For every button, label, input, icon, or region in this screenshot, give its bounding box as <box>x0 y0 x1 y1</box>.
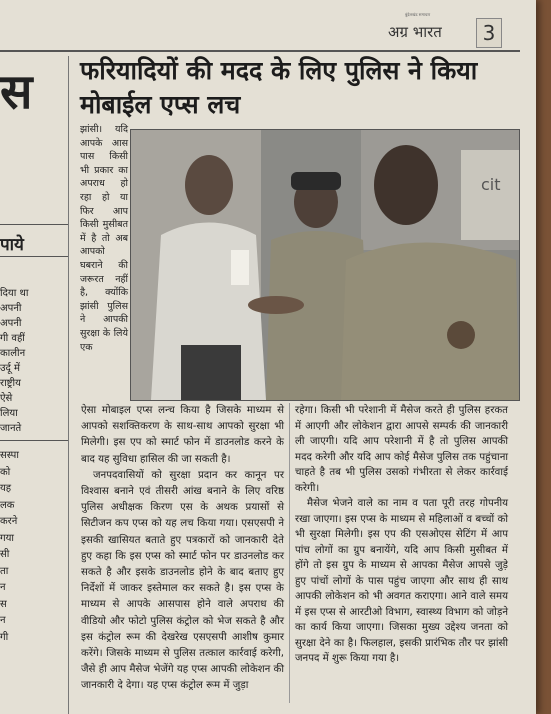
left-column-subheading-fragment: पाये <box>0 235 24 255</box>
left-column-text-b <box>0 448 62 646</box>
left-line: कालीन <box>0 348 26 359</box>
article-photo <box>130 129 520 401</box>
article-paragraph: जनपदवासियों को सुरक्षा प्रदान कर कानून पर विश्वास बनाने एवं तीसरी आंख बनाने के लिए वरिष्ठ पुलिस अधीक्षक किरण एस के अथक प्रयासों से सिटीजन कप एप्स को यह लच किया गया। एसएसपी ने इसकी खासियत बताते हुए पत्रकारों को जानकारी देते हुए कहा कि इस एप्स को स्मार्ट फोन पर डाउनलोड कर सकते है और इसके डाउनलोड होने के बाद बताए हुए निर्देशों में जाकर इस्तेमाल कर सकते है। इस एप्स के माध्यम से आपके आसपास होने वाले अपराध की वीडियो और फोटो पुलिस कंट्रोल को भेज सकते है और इस कंट्रोल रूम की देखरेख एसएसपी आशीष कुमार करेंगे। जिसके माध्यम से पुलिस तत्काल कार्रवाई करेगी, जैसे ही आप मैसेज भेजेंगे यह एप्स आपकी लोकेशन की जानकारी दे देगा। यह एप्स कंट्रोल रूम में जुड़ा <box>81 469 284 692</box>
left-column-text-a <box>0 286 62 436</box>
left-line: सस्पा <box>0 450 19 461</box>
left-line: को <box>0 466 11 478</box>
left-line: दिया था <box>0 288 29 299</box>
header-tag: बुंदेलखंड समाचार <box>405 12 431 17</box>
article-body-left <box>81 403 284 695</box>
left-line: ता <box>0 565 9 577</box>
left-line: राष्ट्रीय <box>0 378 21 389</box>
article-intro: झांसी। यदि आपके आस पास किसी भी प्रकार का अपराध हो रहा हो या फिर आप किसी मुसीबत में है तो अब आपको घबराने की जरूरत नहीं है, क्योंकि झांसी पुलिस ने आपकी सुरक्षा के लिये एक <box>80 124 128 353</box>
left-column-headline-fragment: स <box>0 64 32 120</box>
left-line: न <box>0 615 6 626</box>
left-line: स <box>0 598 7 610</box>
left-column-rule <box>0 224 68 225</box>
left-line: गया <box>0 532 15 544</box>
column-divider <box>68 56 69 714</box>
left-line: न <box>0 582 6 593</box>
left-column-rule <box>0 256 68 257</box>
left-line: यह <box>0 483 12 494</box>
article-headline: फरियादियों की मदद के लिए पुलिस ने किया मोबाईल एप्स लच <box>80 56 478 119</box>
page-number: 3 <box>476 18 502 48</box>
left-line: लिया <box>0 408 18 419</box>
left-line: गी <box>0 631 9 643</box>
left-line: ऐसे <box>0 393 13 404</box>
article-paragraph: मैसेज भेजने वाले का नाम व पता पूरी तरह गोपनीय रखा जाएगा। इस एप्स के माध्यम से महिलाओं व बच्चों को भी सुरक्षा मिलेगी। इस एप की एसओएस सेटिंग में आप पांच लोगों का ग्रुप बनायेंगे, यदि आप किसी मुसीबत में होंगे तो इस ग्रुप के माध्यम से आपका मैसेज आपसे जुड़े हुए पांचों लोगों के पास पहुंच जाएगा और साथ ही साथ आपकी लोकेशन को भी अवगत कराएगा। आने वाले समय में इस एप्स से आरटीओ विभाग, स्वास्थ्य विभाग को जोड़ने का कार्य किया जाएगा। जिसका मुख्य उद्देश्य जनता को सुरक्षा देने का है। फिलहाल, इसकी प्रारंभिक तौर पर झांसी जनपद में शुरू किया गया है। <box>295 498 508 664</box>
left-line: अपनी <box>0 318 22 329</box>
left-line: जानते <box>0 423 22 434</box>
left-column-rule <box>0 440 68 441</box>
body-column-rule <box>289 403 290 703</box>
newspaper-title: अग्र भारत <box>388 23 442 41</box>
left-line: गी वहीं <box>0 333 25 344</box>
article-body-right <box>295 403 508 667</box>
header-rule <box>0 50 520 52</box>
left-line: सी <box>0 549 10 560</box>
left-line: करने <box>0 516 18 527</box>
article-paragraph: रहेगा। किसी भी परेशानी में मैसेज करते ही पुलिस हरकत में आएगी और लोकेशन द्वारा आपसे सम्पर्क की जानकारी ली जाएगी। यदि आप परेशानी में है तो पुलिस आपकी मदद करेगी और यदि आप कोई मैसेज पुलिस तक पहुंचाना चाहते है तब भी पुलिस उसको गंभीरता से लेकर कार्रवाई करेगी। <box>295 405 508 494</box>
article-paragraph: ऐसा मोबाइल एप्स लन्च किया है जिसके माध्यम से आपको सशक्तिकरण के साथ-साथ आपको सुरक्षा भी मिलेगी। इस एप को स्मार्ट फोन में डाउनलोड करने के बाद यह सुविधा हासिल की जा सकती है। <box>81 405 284 465</box>
left-line: उर्दू में <box>0 363 20 374</box>
left-line: लक <box>0 499 15 511</box>
svg-text:cit: cit <box>481 175 501 194</box>
left-line: अपनी <box>0 303 22 314</box>
